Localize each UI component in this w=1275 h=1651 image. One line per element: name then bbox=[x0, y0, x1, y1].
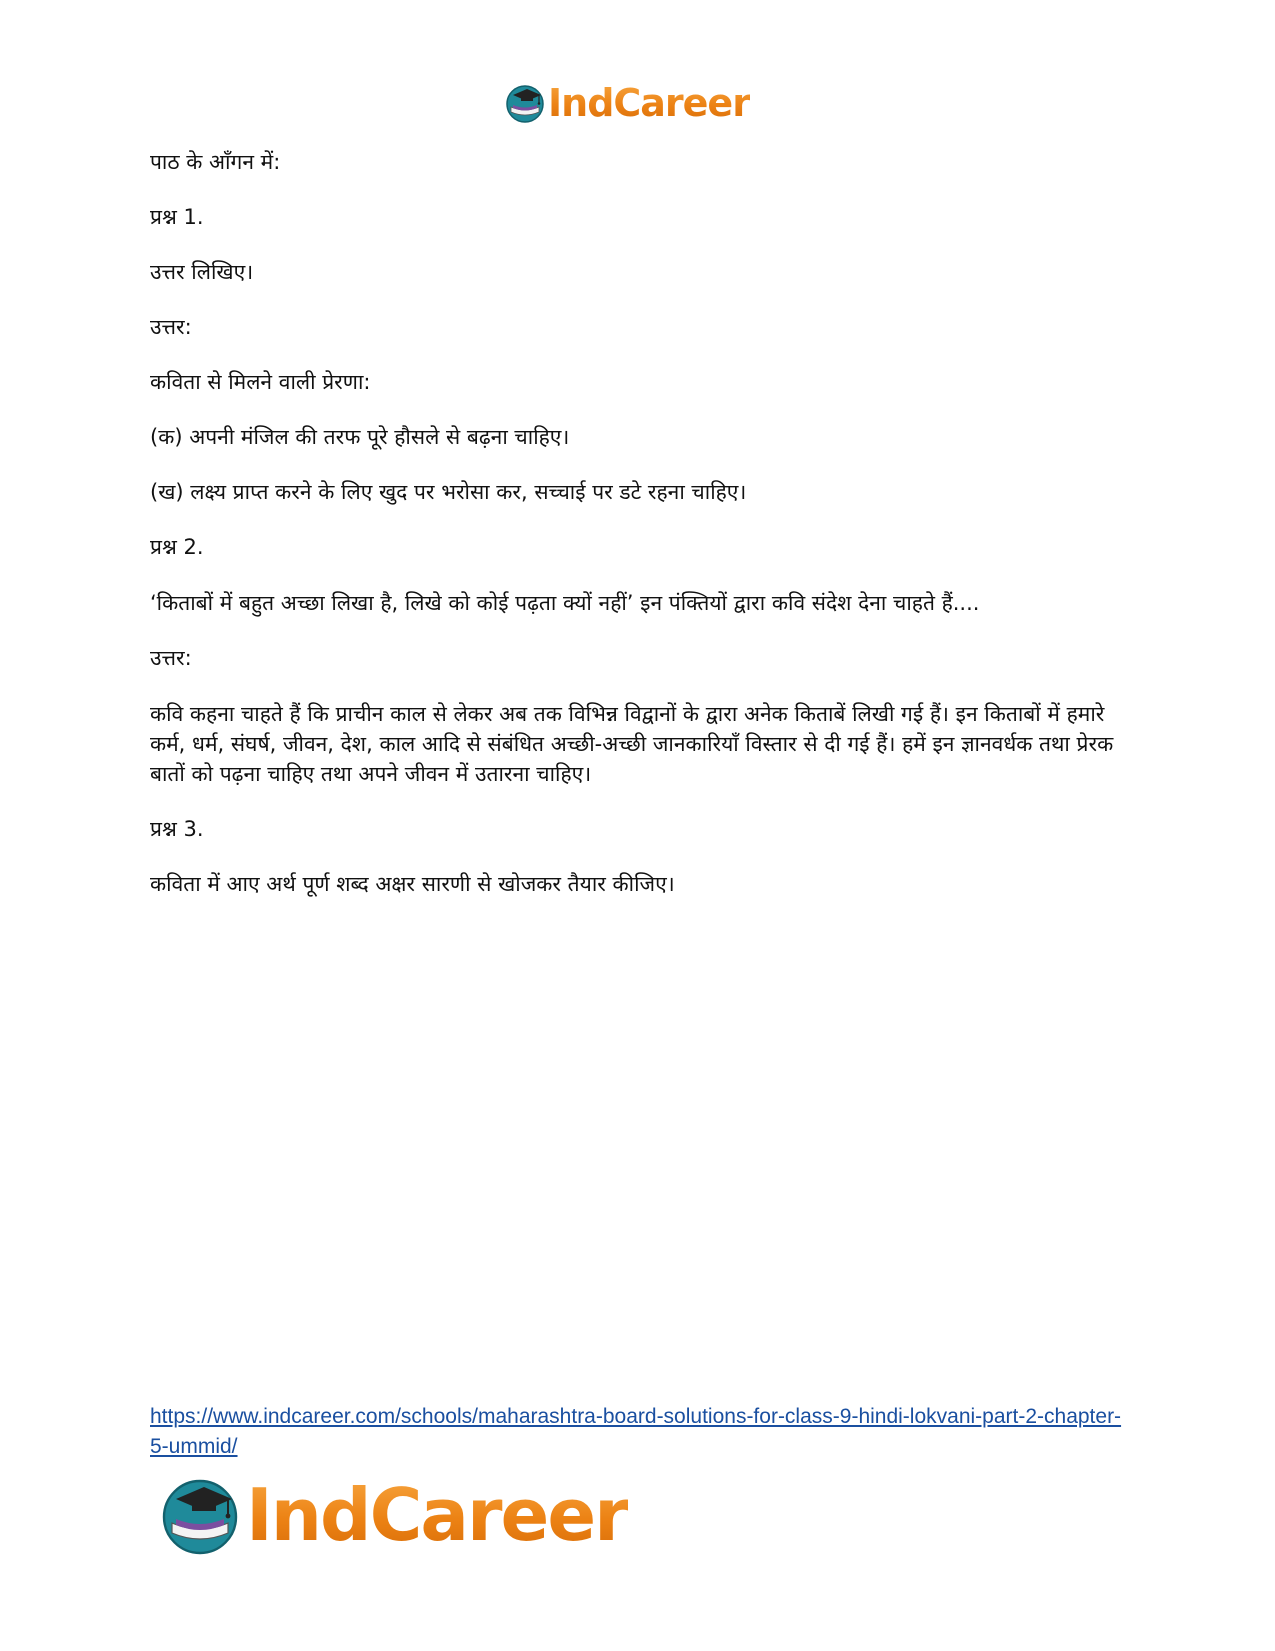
document-body bbox=[150, 148, 1125, 925]
footer-logo bbox=[160, 1470, 628, 1560]
question-1-label: प्रश्न 1. bbox=[150, 205, 204, 229]
question-2-answer: कवि कहना चाहते हैं कि प्राचीन काल से लेकर अब तक विभिन्न विद्वानों के द्वारा अनेक किताबें लिखी गई हैं। इन किताबों में हमारे कर्म, धर्म, संघर्ष, जीवन, देश, काल आदि से संबंधित अच्छी-अच्छी जानकारियाँ विस्तार से दी गई हैं। हमें इन ज्ञानवर्धक तथा प्रेरक बातों को पढ़ना चाहिए तथा अपने जीवन में उतारना चाहिए। bbox=[150, 702, 1114, 786]
question-2-answer-label: उत्तर: bbox=[150, 646, 192, 670]
question-3-prompt: कविता में आए अर्थ पूर्ण शब्द अक्षर सारणी से खोजकर तैयार कीजिए। bbox=[150, 872, 675, 896]
logo-wordmark: IndCareer bbox=[548, 81, 750, 125]
graduation-cap-globe-book-icon bbox=[505, 83, 545, 123]
question-1-answer-label: उत्तर: bbox=[150, 315, 192, 339]
header-logo bbox=[505, 78, 750, 128]
question-3-label: प्रश्न 3. bbox=[150, 817, 204, 841]
question-2-prompt: ‘किताबों में बहुत अच्छा लिखा है, लिखे को कोई पढ़ता क्यों नहीं’ इन पंक्तियों द्वारा कवि संदेश देना चाहते हैं.... bbox=[150, 591, 980, 615]
source-link[interactable]: https://www.indcareer.com/schools/maharashtra-board-solutions-for-class-9-hindi-lokvani-part-2-chapter-5-ummid/ bbox=[150, 1405, 1122, 1458]
graduation-cap-globe-book-icon bbox=[160, 1475, 240, 1555]
question-2-label: प्रश्न 2. bbox=[150, 535, 204, 559]
question-1-point-b: (ख) लक्ष्य प्राप्त करने के लिए खुद पर भरोसा कर, सच्चाई पर डटे रहना चाहिए। bbox=[150, 480, 747, 504]
question-1-point-a: (क) अपनी मंजिल की तरफ पूरे हौसले से बढ़ना चाहिए। bbox=[150, 425, 570, 449]
section-heading: पाठ के आँगन में: bbox=[150, 150, 281, 174]
logo-wordmark: IndCareer bbox=[246, 1473, 628, 1557]
question-1-intro: कविता से मिलने वाली प्रेरणा: bbox=[150, 370, 371, 394]
question-1-prompt: उत्तर लिखिए। bbox=[150, 260, 254, 284]
